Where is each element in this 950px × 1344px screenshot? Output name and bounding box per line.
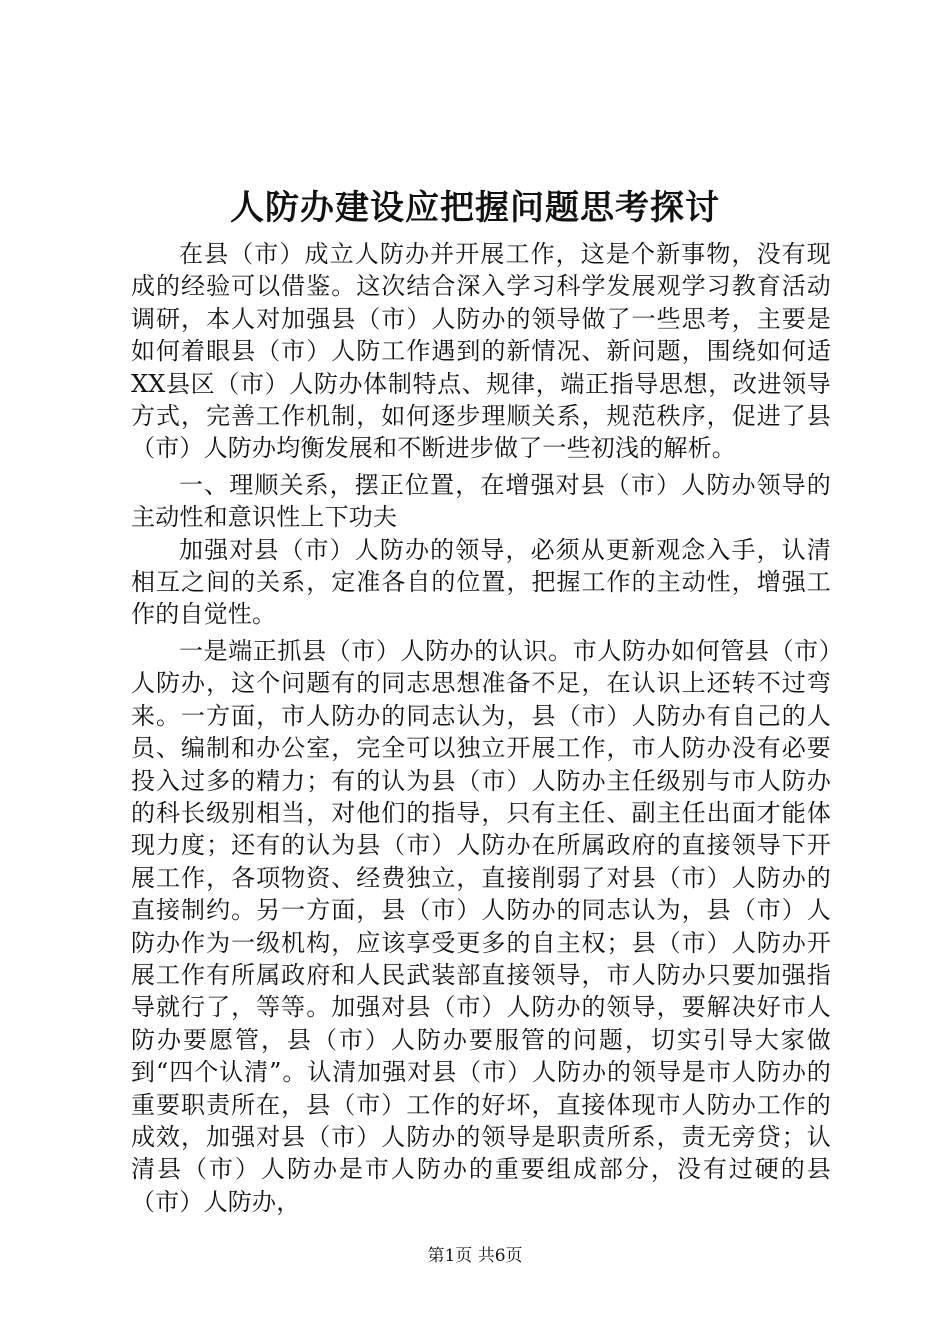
- document-title: 人防办建设应把握问题思考探讨: [230, 188, 720, 228]
- paragraph-intro: 在县（市）成立人防办并开展工作，这是个新事物，没有现成的经验可以借鉴。这次结合深入学习科学发展观学习教育活动调研，本人对加强县（市）人防办的领导做了一些思考，主要是如何着眼县（市）人防工作遇到的新情况、新问题，围绕如何适XX县区（市）人防办体制特点、规律，端正指导思想，改进领导方式，完善工作机制，如何逐步理顺关系，规范秩序，促进了县（市）人防办均衡发展和不断进步做了一些初浅的解析。: [131, 240, 831, 463]
- paragraph-section-summary: 加强对县（市）人防办的领导，必须从更新观念入手，认清相互之间的关系，定准各自的位置，把握工作的主动性，增强工作的自觉性。: [131, 535, 831, 629]
- document-body: [131, 238, 831, 1218]
- page-footer: 第1页 共6页: [427, 1246, 523, 1266]
- paragraph-point-one: 一是端正抓县（市）人防办的认识。市人防办如何管县（市）人防办，这个问题有的同志思想准备不足，在认识上还转不过弯来。一方面，市人防办的同志认为，县（市）人防办有自己的人员、编制和办公室，完全可以独立开展工作，市人防办没有必要投入过多的精力；有的认为县（市）人防办主任级别与市人防办的科长级别相当，对他们的指导，只有主任、副主任出面才能体现力度；还有的认为县（市）人防办在所属政府的直接领导下开展工作，各项物资、经费独立，直接削弱了对县（市）人防办的直接制约。另一方面，县（市）人防办的同志认为，县（市）人防办作为一级机构，应该享受更多的自主权；县（市）人防办开展工作有所属政府和人民武装部直接领导，市人防办只要加强指导就行了，等等。加强对县（市）人防办的领导，要解决好市人防办要愿管，县（市）人防办要服管的问题，切实引导大家做到“四个认清”。认清加强对县（市）人防办的领导是市人防办的重要职责所在，县（市）工作的好坏，直接体现市人防办工作的成效，加强对县（市）人防办的领导是职责所系，责无旁贷；认清县（市）人防办是市人防办的重要组成部分，没有过硬的县（市）人防办，: [131, 636, 831, 1216]
- paragraph-section-heading: 一、理顺关系，摆正位置，在增强对县（市）人防办领导的主动性和意识性上下功夫: [131, 470, 831, 532]
